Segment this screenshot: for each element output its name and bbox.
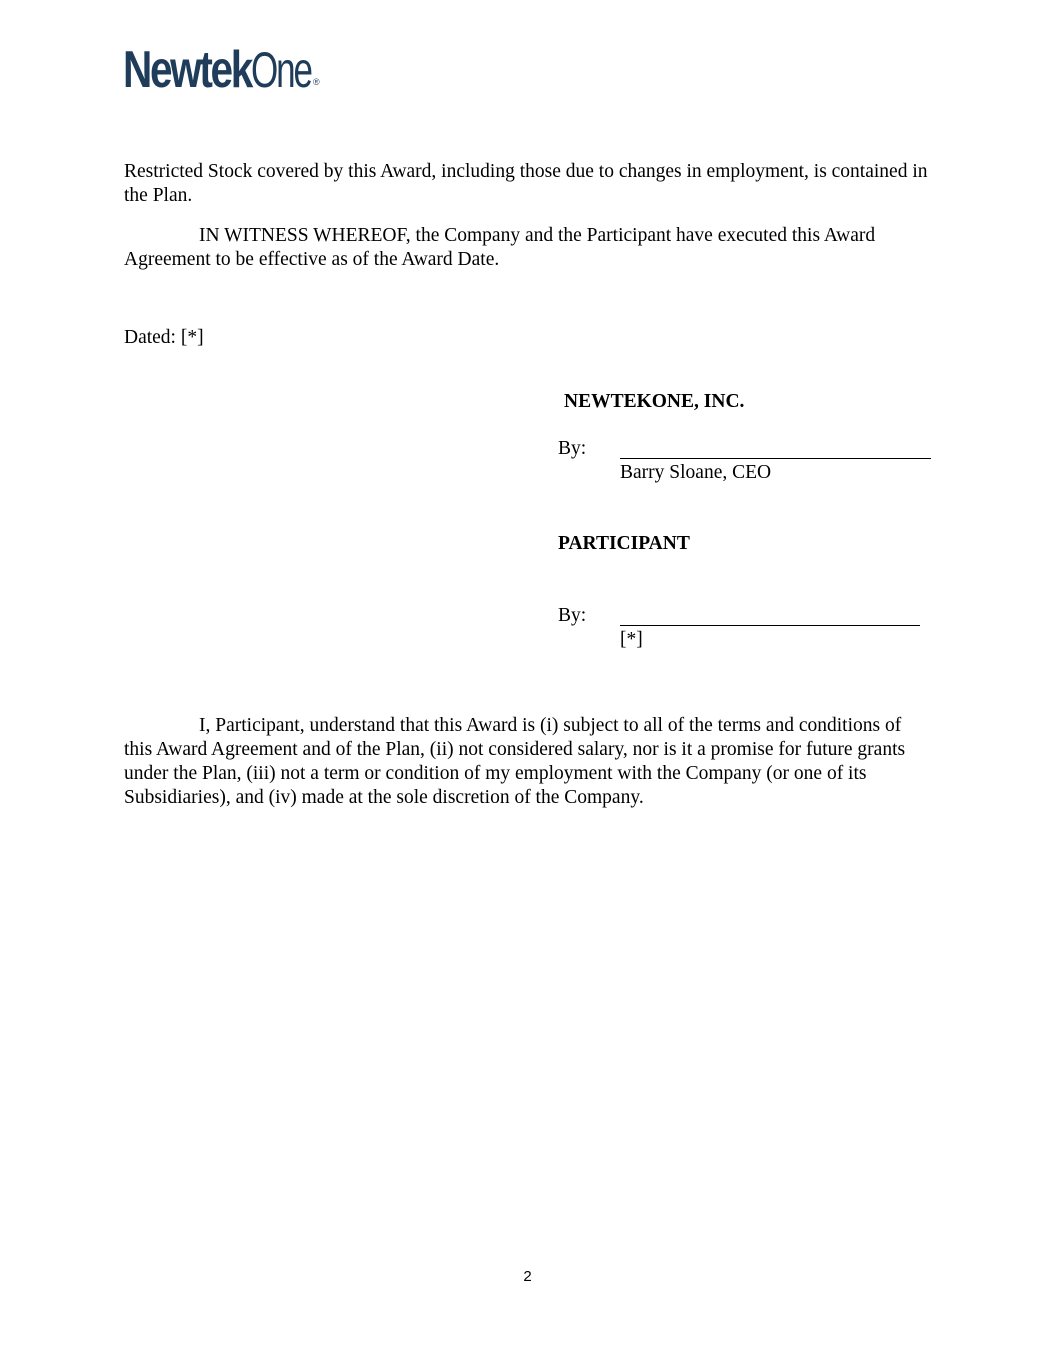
participant-signatory: [*] bbox=[620, 629, 643, 650]
company-signature-line bbox=[620, 458, 931, 459]
participant-signature-line bbox=[620, 625, 920, 626]
company-by-label: By: bbox=[558, 438, 587, 459]
logo-light-text: One bbox=[251, 42, 311, 98]
acknowledgment-paragraph: I, Participant, understand that this Award is (i) subject to all of the terms and conditions of this Award Agreement and of the Plan, (ii) not considered salary, nor is it a promise for future grants under the Plan, (iii) not a term or condition of my employment with the Company (or one of its Subsidiaries), and (iv) made at the sole discretion of the Company. bbox=[124, 715, 906, 808]
witness-paragraph-block bbox=[124, 224, 924, 272]
continuation-paragraph: Restricted Stock covered by this Award, including those due to changes in employment, is contained in the Plan. bbox=[124, 161, 928, 206]
company-logo bbox=[123, 41, 337, 118]
dated-line: Dated: [*] bbox=[124, 327, 204, 348]
acknowledgment-block bbox=[124, 714, 930, 810]
participant-heading: PARTICIPANT bbox=[558, 533, 690, 554]
participant-by-label: By: bbox=[558, 605, 587, 626]
continuation-paragraph-block bbox=[124, 160, 934, 208]
registered-mark: ® bbox=[313, 77, 320, 87]
logo-bold-text: Newtek bbox=[123, 41, 251, 99]
company-name: NEWTEKONE, INC. bbox=[564, 391, 745, 412]
witness-paragraph: IN WITNESS WHEREOF, the Company and the Participant have executed this Award Agreement to be effective as of the Award Date. bbox=[124, 225, 876, 270]
company-signatory: Barry Sloane, CEO bbox=[620, 462, 772, 483]
page-number: 2 bbox=[523, 1268, 532, 1285]
